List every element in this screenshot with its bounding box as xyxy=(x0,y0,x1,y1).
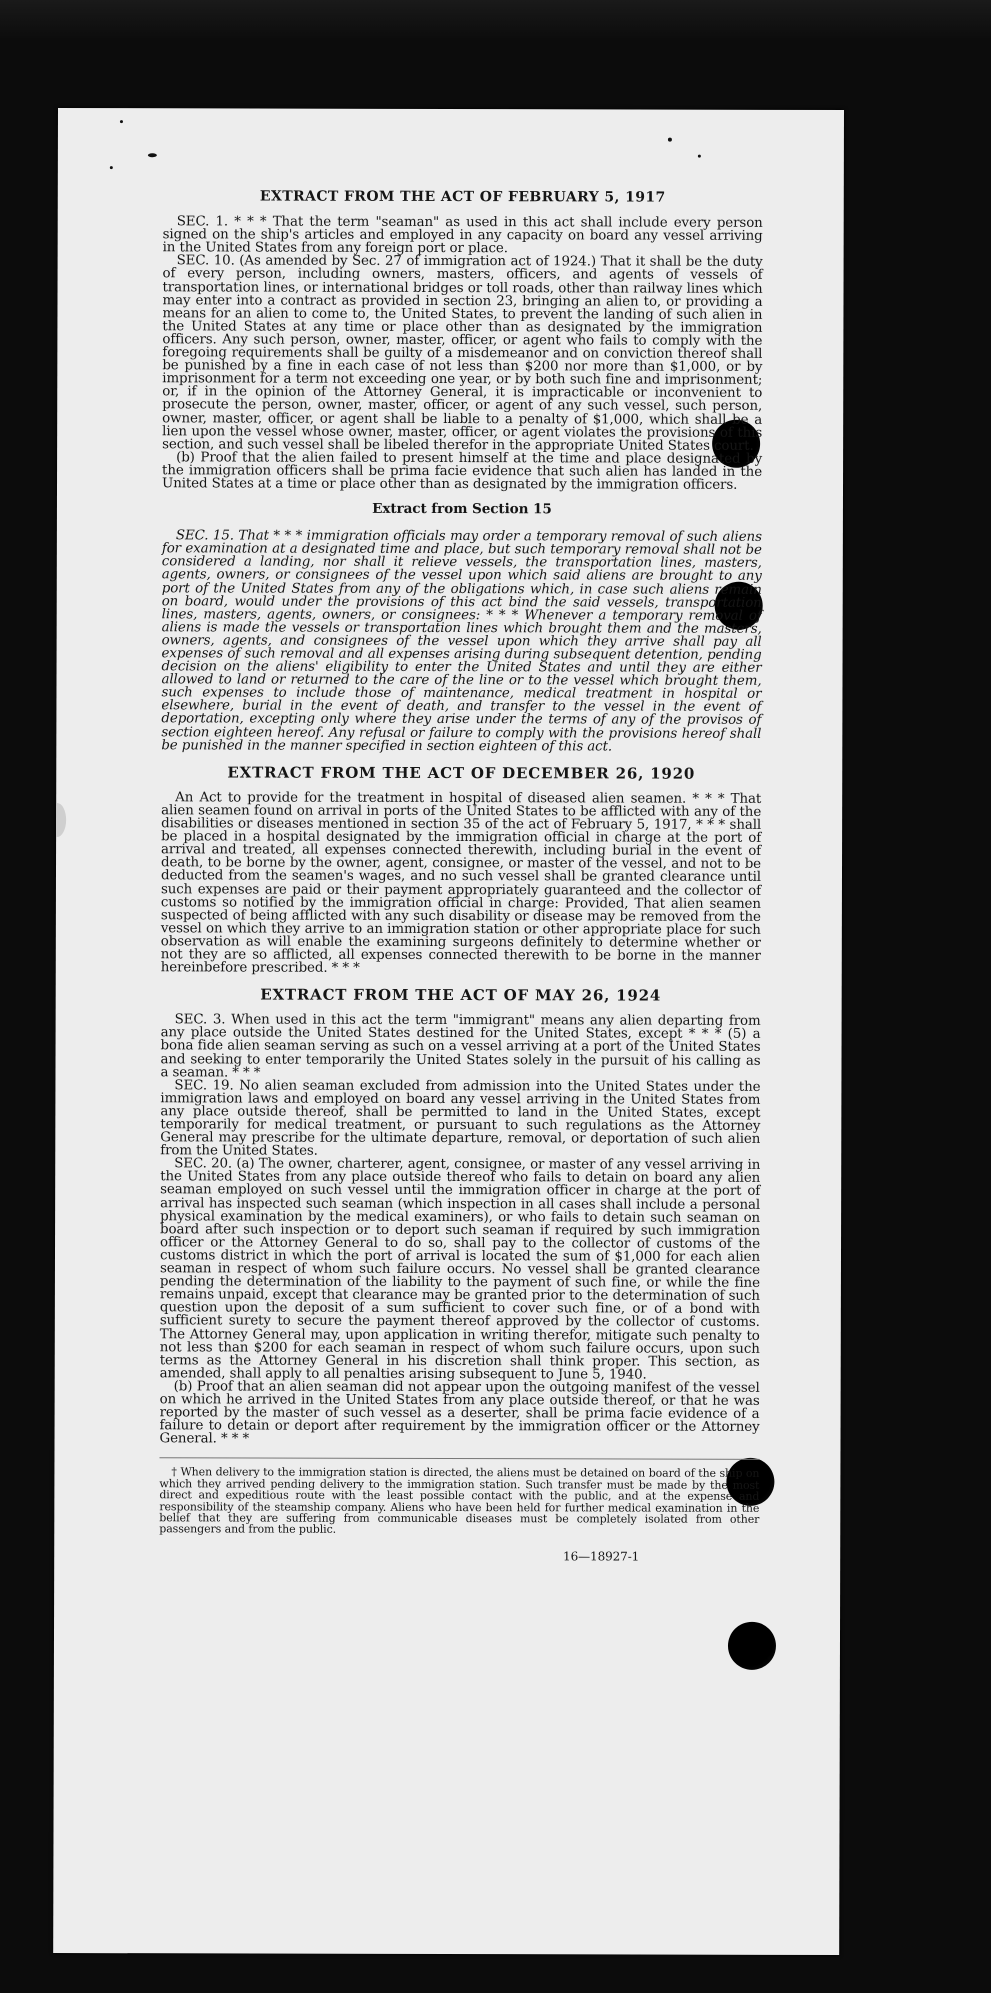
paragraph-sec-20-b: (b) Proof that an alien seaman did not appear upon the outgoing manifest of the vessel on which he arrived in the United States from any place outside thereof, or that he was reported by the master of such vessel as a deserter, shall be prima facie evidence of a failure to detain or deport after requirement by the immigration officer or the Attorney General. * * * xyxy=(159,1379,760,1447)
scan-border xyxy=(0,0,991,40)
paragraph-sec-10-b: (b) Proof that the alien failed to present himself at the time and place designated by the immigration officers shall be prima facie evidence that such alien has landed in the United States at a time or place other than as designated by the immigration officers. xyxy=(161,450,763,493)
punch-hole xyxy=(728,1622,776,1670)
paragraph-sec-20-a: SEC. 20. (a) The owner, charterer, agent, consignee, or master of any vessel arriving in the United States from any place outside thereof who fails to detain on board any alien seaman employed on such vessel until the immigration officer in charge at the port of arrival has inspected such seaman (which inspection in all cases shall include a personal physical examination by the medical examiners), or who fails to detain such seaman on board after such inspection or to deport such seaman if required by such immigration officer or the Attorney General to do so, shall pay to the collector of customs of the customs district in which the port of arrival is located the sum of $1,000 for each alien seaman in respect of whom such failure occurs. No vessel shall be granted clearance pending the determination of the liability to the payment of such fine, or while the fine remains unpaid, except that clearance may be granted prior to the determination of such question upon the deposit of a sum sufficient to cover such fine, or of a bond with sufficient surety to secure the payment thereof approved by the collector of customs. The Attorney General may, upon application in writing therefor, mitigate such penalty to not less than $200 for each seaman in respect of whom such failure occurs, upon such terms as the Attorney General in his discretion shall think proper. This section, as amended, shall apply to all penalties arising subsequent to June 5, 1940. xyxy=(159,1156,761,1383)
paragraph-sec-1: SEC. 1. * * * That the term "seaman" as used in this act shall include every person signed on the ship's articles and employed in any capacity on board any vessel arriving in the United States from any foreign port or place. xyxy=(162,214,763,257)
footnote xyxy=(159,1458,759,1537)
heading-act-1920: EXTRACT FROM THE ACT OF DECEMBER 26, 1920 xyxy=(227,763,696,783)
speck-mark xyxy=(148,153,157,157)
heading-act-1917: EXTRACT FROM THE ACT OF FEBRUARY 5, 1917 xyxy=(259,188,666,206)
paragraph-sec-15: SEC. 15. That * * * immigration officials may order a temporary removal of such aliens for examination at a designated time and place, but such temporary removal shall not be considered a landing, nor shall it relieve vessels, the transportation lines, masters, agents, owners, or consignees of the vessel upon which said aliens are brought to any port of the United States from any of the obligations which, in case such aliens remain on board, would under the provisions of this act bind the said vessels, transportation lines, masters, agents, owners, or consignees: * * * Whenever a temporary removal of aliens is made the vessels or transportation lines which brought them and the masters, owners, agents, and consignees of the vessel upon which they arrive shall pay all expenses of such removal and all expenses arising during subsequent detention, pending decision on the aliens' eligibility to enter the United States and until they are either allowed to land or returned to the care of the line or to the vessel which brought them, such expenses to include those of maintenance, medical treatment in hospital or elsewhere, burial in the event of death, and transfer to the vessel in the event of deportation, excepting only where they arise under the terms of any of the provisos of section eighteen hereof. Any refusal or failure to comply with the provisions hereof shall be punished in the manner specified in section eighteen of this act. xyxy=(161,528,762,755)
document-body xyxy=(159,190,763,1563)
speck-mark xyxy=(110,166,113,169)
paragraph-sec-3: SEC. 3. When used in this act the term "immigrant" means any alien departing from any place outside the United States destined for the United States, except * * * (5) a bona fide alien seaman serving as such on a vessel arriving at a port of the United States and seeking to enter temporarily the United States solely in the pursuit of his calling as a seaman. * * * xyxy=(160,1012,761,1081)
paragraph-sec-10: SEC. 10. (As amended by Sec. 27 of immigration act of 1924.) That it shall be the duty of every person, including owners, masters, officers, and agents of vessels of transportation lines, or international bridges or toll roads, other than railway lines which may enter into a contract as provided in section 23, bringing an alien to, or providing a means for an alien to come to, the United States, to prevent the landing of such alien in the United States at any time or place other than as designated by the immigration officers. Any such person, owner, master, officer, or agent who fails to comply with the foregoing requirements shall be guilty of a misdemeanor and on conviction thereof shall be punished by a fine in each case of not less than $200 nor more than $1,000, or by imprisonment for a term not exceeding one year, or by both such fine and imprisonment; or, if in the opinion of the Attorney General, it is impracticable or inconvenient to prosecute the person, owner, master, officer, or agent of any such vessel, such person, owner, master, officer, or agent shall be liable to a penalty of $1,000, which shall be a lien upon the vessel whose owner, master, officer, or agent violates the provisions of this section, and such vessel shall be libeled therefor in the appropriate United States court. xyxy=(162,253,763,454)
speck-mark xyxy=(668,138,672,142)
footnote-text: † When delivery to the immigration station is directed, the aliens must be detained on board of the ship on which they arrived pending delivery to the immigration station. Such transfer must be made by the most direct and expeditious route with the least possible contact with the public, and at the expense and responsibility of the steamship company. Aliens who have been held for further medical examination in the belief that they are suffering from communicable diseases must be completely isolated from other passengers and from the public. xyxy=(159,1465,760,1537)
paragraph-act-1920: An Act to provide for the treatment in hospital of diseased alien seamen. * * * That alien seamen found on arrival in ports of the United States to be afflicted with any of the disabilities or diseases mentioned in section 35 of the act of February 5, 1917, * * * shall be placed in a hospital designated by the immigration official in charge at the port of arrival and treated, all expenses connected therewith, including burial in the event of death, to be borne by the owner, agent, consignee, or master of the vessel, and not to be deducted from the seamen's wages, and no such vessel shall be granted clearance until such expenses are paid or their payment appropriately guaranteed and the collector of customs so notified by the immigration official in charge: Provided, That alien seamen suspected of being afflicted with any such disability or disease may be removed from the vessel on which they arrive to an immigration station or other appropriate place for such observation as will enable the examining surgeons definitely to determine whether or not they are so afflicted, all expenses connected therewith to be borne in the manner hereinbefore prescribed. * * * xyxy=(160,790,762,976)
heading-section-15: Extract from Section 15 xyxy=(372,500,552,518)
paragraph-sec-19: SEC. 19. No alien seaman excluded from admission into the United States under the immigration laws and employed on board any vessel arriving in the United States from any place outside thereof, shall be permitted to land in the United States, except temporarily for medical treatment, or pursuant to such regulations as the Attorney General may prescribe for the ultimate departure, removal, or deportation of such alien from the United States. xyxy=(160,1078,761,1159)
heading-act-1924: EXTRACT FROM THE ACT OF MAY 26, 1924 xyxy=(260,985,662,1005)
speck-mark xyxy=(120,120,123,123)
document-page xyxy=(53,108,844,1955)
speck-mark xyxy=(698,155,701,158)
paper-stain xyxy=(53,803,66,837)
file-number: 16—18927-1 xyxy=(563,1549,640,1564)
